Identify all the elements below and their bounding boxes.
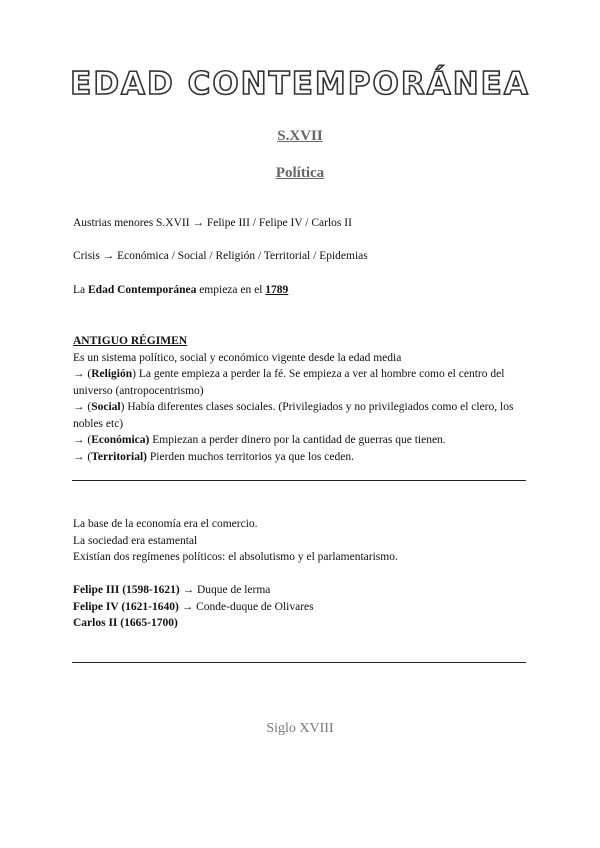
arrow-icon: → [182, 584, 195, 596]
arrow-icon: → [181, 600, 194, 613]
item-label: Social [91, 401, 121, 413]
reign-valido: Conde-duque de Olivares [196, 600, 314, 613]
austrias-kings: Felipe III / Felipe IV / Carlos II [206, 217, 352, 229]
century-heading: S.XVII [277, 128, 323, 144]
arrow-icon: → [102, 250, 115, 262]
page-title: EDAD CONTEMPORÁNEA [70, 66, 530, 102]
item-text: Empiezan a perder dinero por la cantidad de guerras que tienen. [152, 434, 446, 446]
reign-king: Felipe III (1598-1621) [73, 584, 180, 596]
antiguo-regimen-heading: ANTIGUO RÉGIMEN [73, 335, 188, 347]
divider [72, 480, 526, 481]
reign-line [73, 582, 528, 599]
list-item: → (Territorial) Pierden muchos territorios ya que los ceden. [73, 450, 354, 463]
reign-line [73, 599, 528, 616]
start-line [73, 284, 288, 296]
item-text: Había diferentes clases sociales. (Privilegiados y no privilegiados como el clero, los nobles etc) [73, 401, 514, 430]
antiguo-regimen-definition: Es un sistema político, social y económico vigente desde la edad media [73, 351, 402, 364]
crisis-line [73, 250, 368, 262]
reign-line [73, 615, 528, 632]
reign-king: Carlos II (1665-1700) [73, 617, 178, 629]
fact-line: La base de la economía era el comercio. [73, 518, 258, 530]
list-item: → (Religión) La gente empieza a perder la fé. Se empieza a ver al hombre como el centro del universo (antropocentrismo) [73, 368, 505, 397]
start-bold: Edad Contemporánea [88, 284, 197, 296]
facts-section [73, 516, 528, 566]
start-year: 1789 [265, 284, 289, 296]
crisis-prefix: Crisis [73, 250, 100, 262]
divider [72, 662, 526, 663]
reign-valido: Duque de lerma [196, 584, 271, 596]
start-middle: empieza en el [199, 284, 263, 296]
fact-line: Existían dos regímenes políticos: el absolutismo y el parlamentarismo. [73, 551, 398, 563]
austrias-prefix: Austrias menores S.XVII [73, 217, 190, 229]
item-text: La gente empieza a perder la fé. Se empieza a ver al hombre como el centro del universo (antropocentrismo) [73, 368, 505, 397]
item-text: Pierden muchos territorios ya que los ceden. [149, 450, 354, 463]
austrias-line [73, 217, 352, 229]
start-prefix: La [73, 284, 86, 296]
antiguo-regimen-section [73, 333, 528, 465]
fact-line: La sociedad era estamental [73, 534, 198, 547]
section-heading: Política [275, 165, 325, 181]
list-item: → (Social) Había diferentes clases sociales. (Privilegiados y no privilegiados como el clero, los nobles etc) [73, 401, 514, 430]
crisis-types: Económica / Social / Religión / Territorial / Epidemias [117, 250, 368, 262]
arrow-icon: → [73, 434, 85, 446]
footer-heading: Siglo XVIII [266, 721, 334, 736]
reign-king: Felipe IV (1621-1640) [73, 600, 179, 613]
item-label: Territorial) [91, 450, 147, 463]
item-label: Religión [91, 368, 133, 380]
arrow-icon: → [73, 368, 85, 380]
arrow-icon: → [192, 217, 204, 229]
list-item: → (Económica) Empiezan a perder dinero por la cantidad de guerras que tienen. [73, 434, 446, 446]
reigns-section [73, 582, 528, 632]
arrow-icon: → [73, 401, 85, 413]
arrow-icon: → [73, 450, 85, 463]
item-label: Económica) [91, 434, 150, 446]
